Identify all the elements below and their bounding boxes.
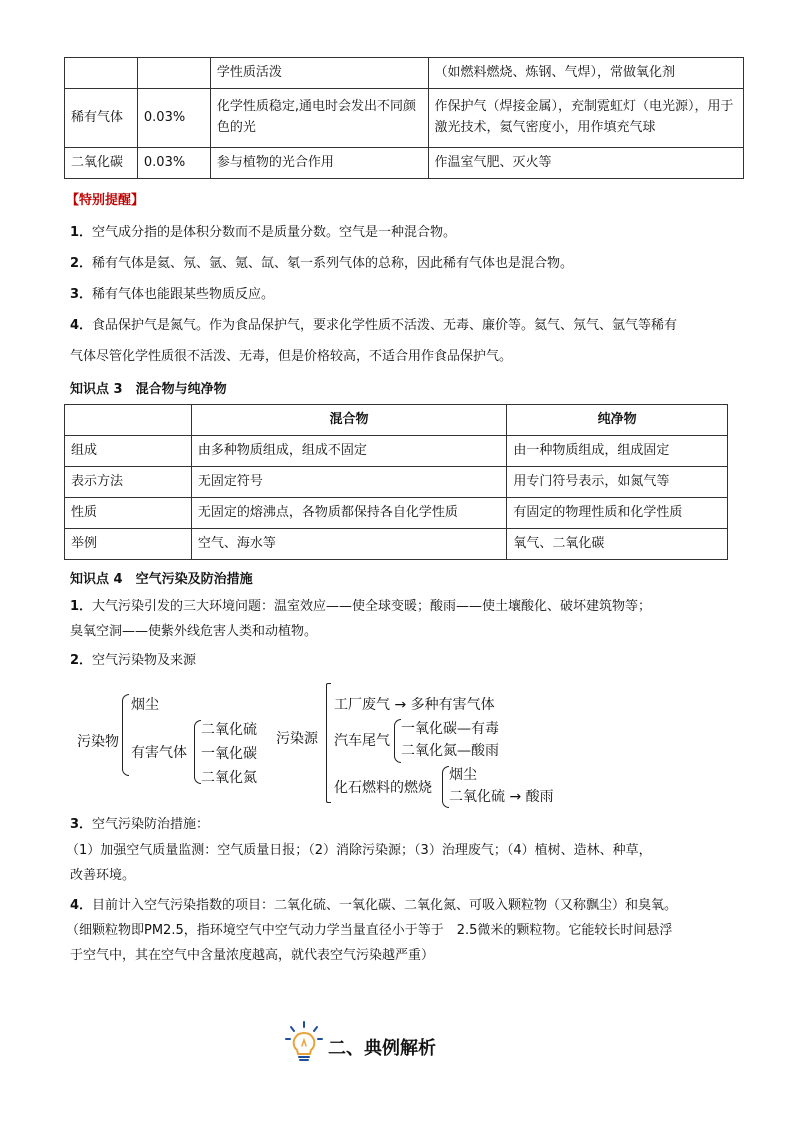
item-number: 3． bbox=[70, 287, 93, 302]
kp4-paragraph-3-line: 改善环境。 bbox=[70, 868, 136, 883]
kp4-paragraph-1-continued: 臭氧空洞——使紫外线危害人类和动植物。 bbox=[70, 624, 318, 639]
mixture-cell: 由多种物质组成，组成不固定 bbox=[191, 436, 507, 467]
item-text: 空气成分指的是体积分数而不是质量分数。空气是一种混合物。 bbox=[92, 225, 457, 240]
paragraph-text: 空气污染物及来源 bbox=[92, 653, 197, 668]
car-item: 一氧化碳—有毒 bbox=[401, 721, 499, 737]
row-label: 组成 bbox=[65, 436, 192, 467]
pure-cell: 由一种物质组成，组成固定 bbox=[507, 436, 728, 467]
component-percent: 0.03% bbox=[137, 148, 210, 179]
component-property: 学性质活泼 bbox=[210, 58, 428, 89]
lightbulb-icon bbox=[284, 1020, 324, 1066]
kp4-paragraph-1 bbox=[70, 597, 750, 617]
factory-label: 工厂废气 bbox=[334, 697, 390, 713]
component-use: 作保护气（焊接金属），充制霓虹灯（电光源），用于激光技术，氦气密度小，用作填充气球 bbox=[428, 89, 744, 148]
table-row bbox=[65, 436, 728, 467]
item-number: 4． bbox=[70, 898, 93, 913]
mixture-pure-table bbox=[64, 404, 728, 560]
paragraph-text: 空气污染防治措施： bbox=[92, 817, 210, 832]
section-title: 二、典例解析 bbox=[328, 1038, 436, 1059]
factory-row bbox=[334, 694, 495, 714]
brace bbox=[194, 720, 201, 784]
table-row bbox=[65, 529, 728, 560]
fossil-label: 化石燃料的燃烧 bbox=[334, 780, 432, 796]
header-cell: 纯净物 bbox=[507, 405, 728, 436]
mixture-cell: 无固定符号 bbox=[191, 467, 507, 498]
pure-cell: 用专门符号表示，如氮气等 bbox=[507, 467, 728, 498]
row-label: 举例 bbox=[65, 529, 192, 560]
component-name: 稀有气体 bbox=[65, 89, 138, 148]
reminder-item bbox=[70, 223, 750, 243]
item-number: 4． bbox=[70, 318, 93, 333]
table-row bbox=[65, 467, 728, 498]
pure-cell: 氧气、二氧化碳 bbox=[507, 529, 728, 560]
kp4-paragraph-3 bbox=[70, 815, 750, 835]
component-percent: 0.03% bbox=[137, 89, 210, 148]
paragraph-text: 目前计入空气污染指数的项目：二氧化硫、一氧化碳、二氧化氮、可吸入颗粒物（又称飘尘）和臭氧。 bbox=[92, 898, 678, 913]
item-text: 稀有气体是氦、氖、氩、氪、氙、氡一系列气体的总称，因此稀有气体也是混合物。 bbox=[92, 256, 574, 271]
arrow-icon: → bbox=[394, 697, 407, 713]
component-property: 化学性质稳定,通电时会发出不同颜色的光 bbox=[210, 89, 428, 148]
row-label: 性质 bbox=[65, 498, 192, 529]
reminder-item bbox=[70, 285, 750, 305]
air-components-table bbox=[64, 57, 744, 179]
mixture-cell: 无固定的熔沸点，各物质都保持各自化学性质 bbox=[191, 498, 507, 529]
table-row bbox=[65, 58, 744, 89]
fossil-item: 烟尘 bbox=[449, 767, 477, 783]
source-label: 污染源 bbox=[276, 731, 318, 747]
bracket bbox=[326, 683, 331, 803]
gas-item: 一氧化碳 bbox=[201, 746, 257, 762]
factory-result: 多种有害气体 bbox=[410, 697, 495, 713]
component-name: 二氧化碳 bbox=[65, 148, 138, 179]
row-label: 表示方法 bbox=[65, 467, 192, 498]
mixture-cell: 空气、海水等 bbox=[191, 529, 507, 560]
component-use: 作温室气肥、灭火等 bbox=[428, 148, 744, 179]
fossil-result: 酸雨 bbox=[525, 789, 554, 805]
reminder-item-continued: 气体尽管化学性质很不活泼、无毒，但是价格较高，不适合用作食品保护气。 bbox=[70, 349, 513, 364]
table-header-row bbox=[65, 405, 728, 436]
item-number: 2． bbox=[70, 256, 93, 271]
table-row bbox=[65, 498, 728, 529]
table-row bbox=[65, 89, 744, 148]
kp4-paragraph-2 bbox=[70, 651, 750, 671]
kp4-paragraph-3-line: （1）加强空气质量监测：空气质量日报；（2）消除污染源；（3）治理废气；（4）植树、造林、种草， bbox=[66, 843, 652, 858]
component-percent bbox=[137, 58, 210, 89]
kp4-paragraph-4-line: （细颗粒物即PM2.5，指环境空气中空气动力学当量直径小于等于 2.5微米的颗粒物。它能较长时间悬浮 bbox=[66, 923, 673, 938]
reminder-item bbox=[70, 316, 750, 336]
item-text: 食品保护气是氮气。作为食品保护气，要求化学性质不活泼、无毒、廉价等。氦气、氖气、氩气等稀有 bbox=[92, 318, 678, 333]
fossil-row bbox=[449, 786, 554, 806]
harmful-gas-label: 有害气体 bbox=[131, 745, 187, 761]
reminder-title: 【特别提醒】 bbox=[66, 193, 145, 208]
pollutants-label: 污染物 bbox=[77, 734, 119, 750]
header-cell: 混合物 bbox=[191, 405, 507, 436]
item-number: 3． bbox=[70, 817, 93, 832]
kp4-title: 知识点 4 空气污染及防治措施 bbox=[70, 572, 253, 587]
fossil-item: 二氧化硫 bbox=[449, 789, 505, 805]
kp4-paragraph-4 bbox=[70, 896, 750, 916]
car-label: 汽车尾气 bbox=[334, 733, 390, 749]
component-property: 参与植物的光合作用 bbox=[210, 148, 428, 179]
gas-item: 二氧化硫 bbox=[201, 722, 257, 738]
pure-cell: 有固定的物理性质和化学性质 bbox=[507, 498, 728, 529]
item-number: 1． bbox=[70, 225, 93, 240]
smoke-label: 烟尘 bbox=[131, 697, 159, 713]
kp3-title: 知识点 3 混合物与纯净物 bbox=[70, 382, 227, 397]
header-cell bbox=[65, 405, 192, 436]
brace bbox=[394, 719, 401, 763]
item-text: 稀有气体也能跟某些物质反应。 bbox=[92, 287, 275, 302]
reminder-item bbox=[70, 254, 750, 274]
component-name bbox=[65, 58, 138, 89]
brace bbox=[442, 766, 449, 808]
kp4-paragraph-4-line: 于空气中，其在空气中含量浓度越高，就代表空气污染越严重） bbox=[70, 948, 435, 963]
table-row bbox=[65, 148, 744, 179]
item-number: 1． bbox=[70, 599, 93, 614]
paragraph-text: 大气污染引发的三大环境问题：温室效应——使全球变暖；酸雨——使土壤酸化、破坏建筑物等； bbox=[92, 599, 652, 614]
brace bbox=[122, 694, 129, 776]
arrow-icon: → bbox=[509, 789, 522, 805]
gas-item: 二氧化氮 bbox=[201, 770, 257, 786]
component-use: （如燃料燃烧、炼钢、气焊），常做氧化剂 bbox=[428, 58, 744, 89]
car-item: 二氧化氮—酸雨 bbox=[401, 743, 499, 759]
item-number: 2． bbox=[70, 653, 93, 668]
